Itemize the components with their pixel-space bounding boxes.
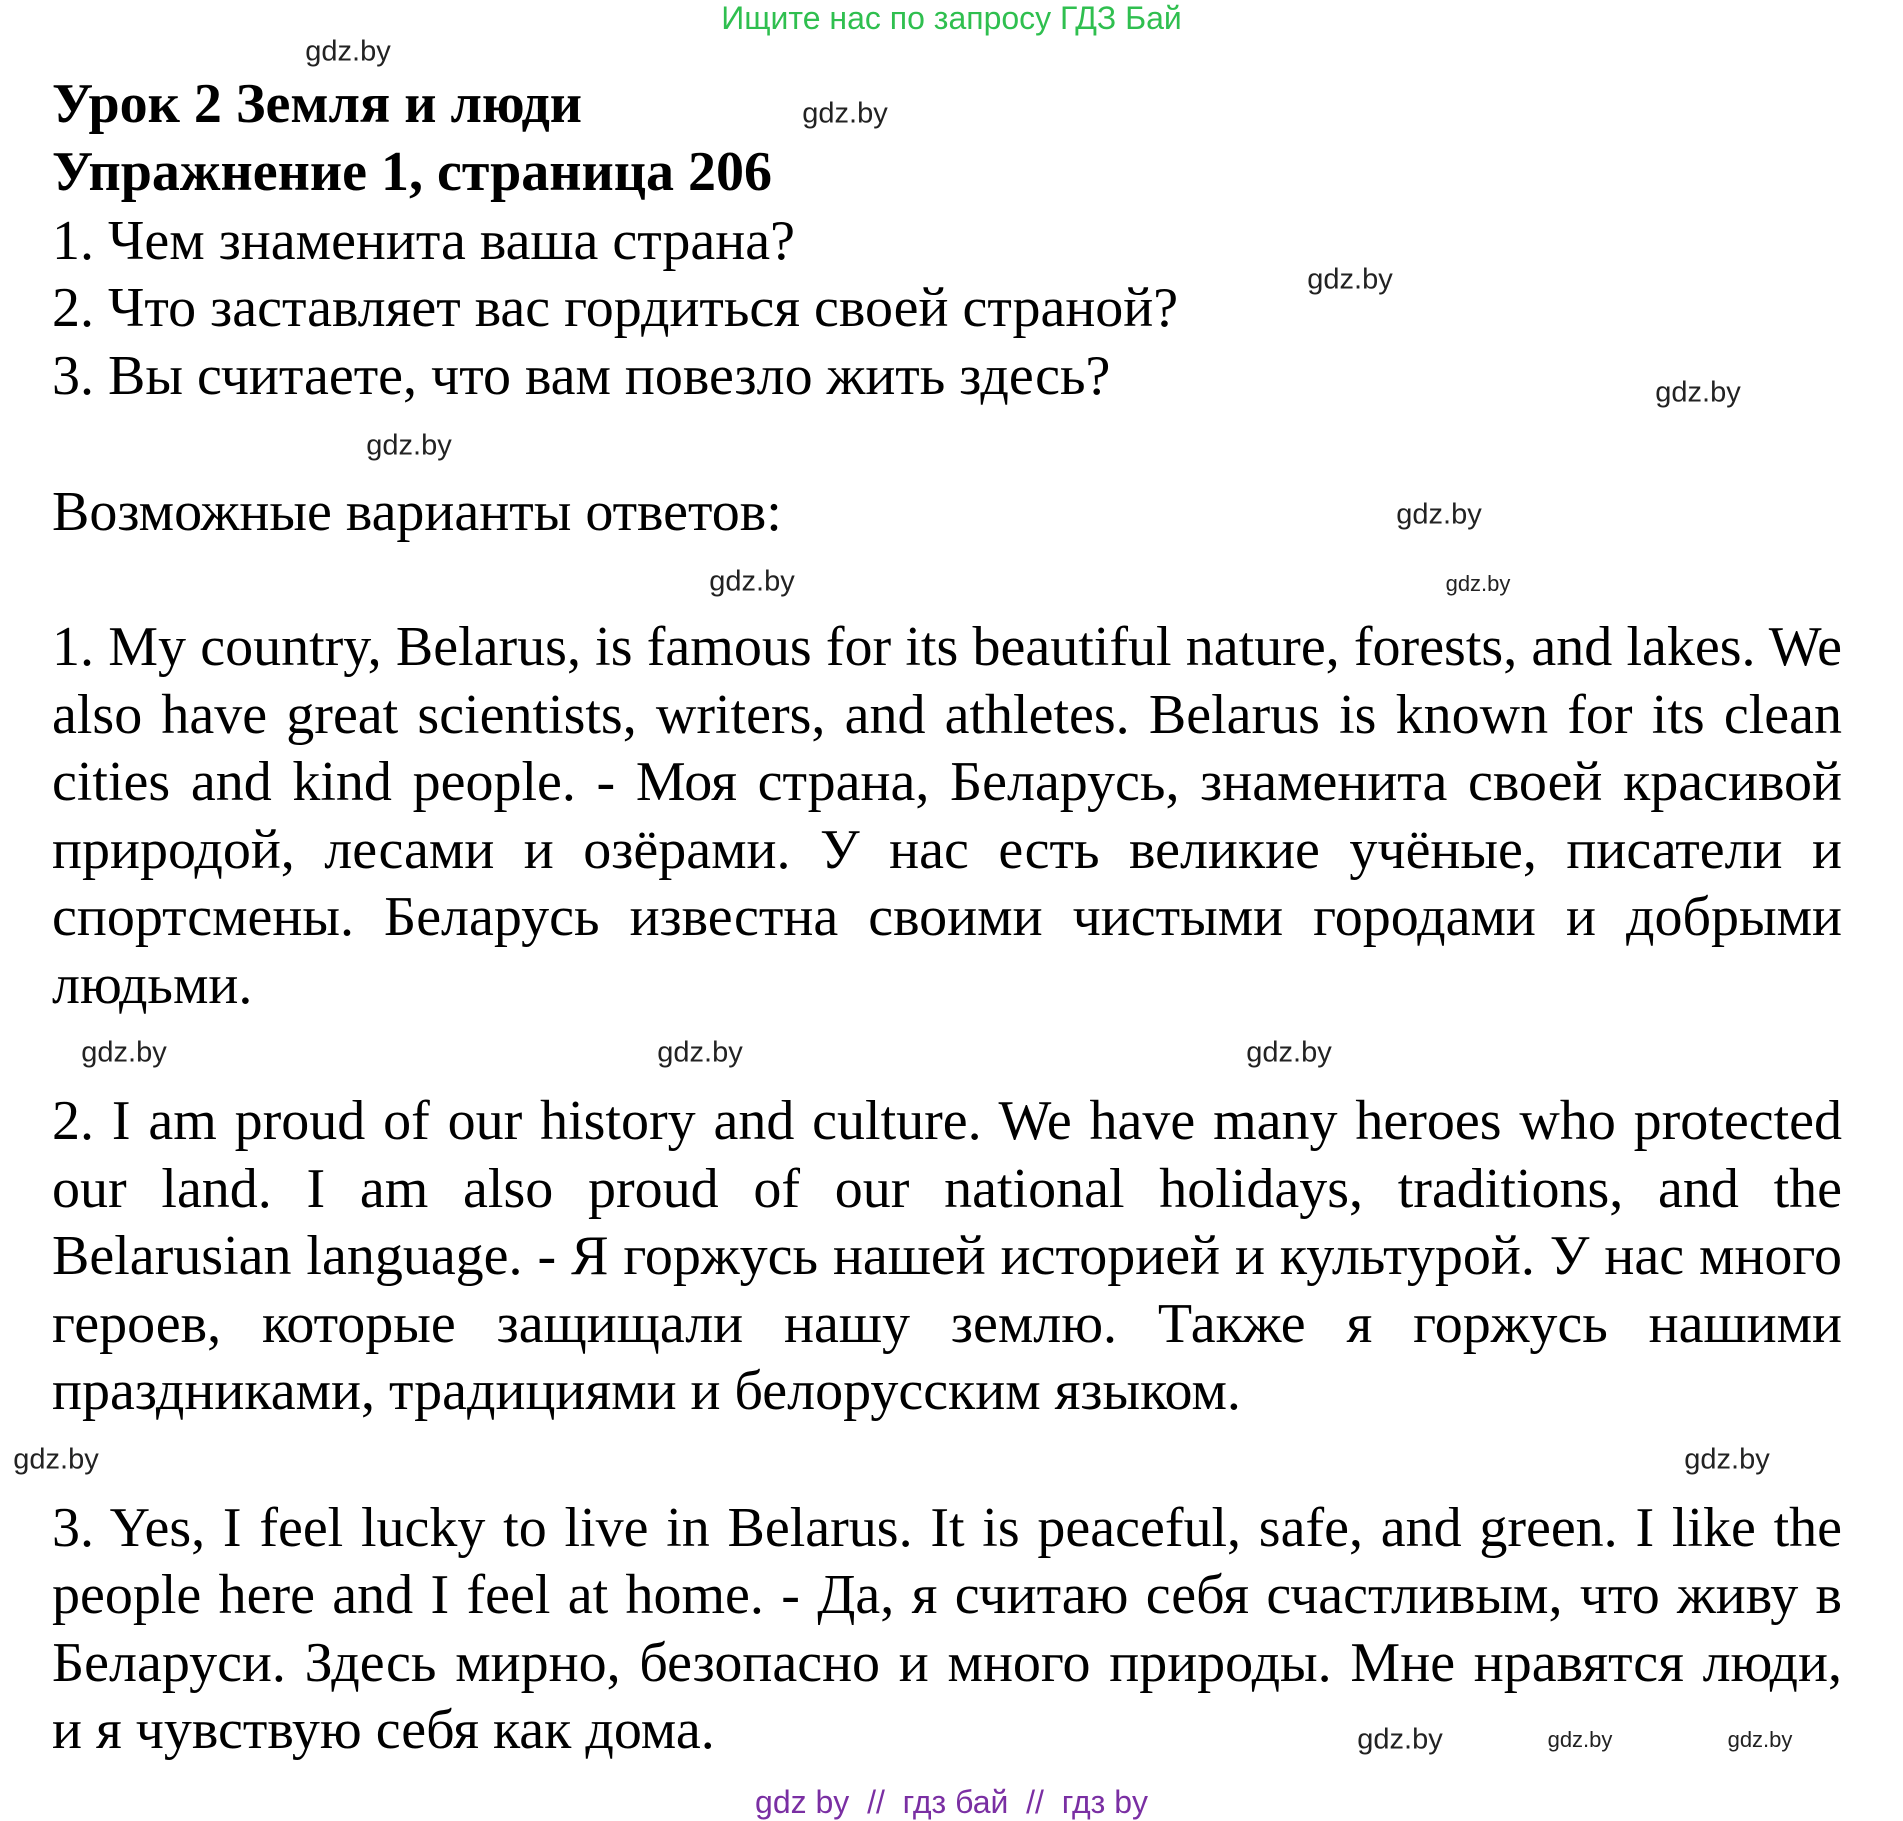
- watermark: gdz.by: [13, 1443, 99, 1476]
- search-hint-banner: Ищите нас по запросу ГДЗ Бай: [721, 0, 1182, 36]
- watermark: gdz.by: [1655, 376, 1741, 409]
- question-2: 2. Что заставляет вас гордиться своей страной?: [52, 277, 1179, 339]
- watermark: gdz.by: [1307, 263, 1393, 296]
- watermark: gdz.by: [81, 1036, 167, 1069]
- watermark: gdz.by: [709, 565, 795, 598]
- lesson-title: Урок 2 Земля и люди: [52, 73, 583, 135]
- question-1: 1. Чем знаменита ваша страна?: [52, 210, 795, 272]
- answer-2: 2. I am proud of our history and culture. We have many heroes who protected our land. I am also proud of our national holidays, traditions, and the Belarusian language. - Я горжусь нашей историей и культурой. У нас много героев, которые защищали нашу землю. Также я горжусь нашими праздниками, традициями и белорусским языком.: [52, 1090, 1842, 1422]
- watermark: gdz.by: [1445, 571, 1511, 596]
- watermark: gdz.by: [1547, 1727, 1613, 1752]
- footer-links: gdz by // гдз бай // гдз by: [755, 1784, 1148, 1820]
- watermark: gdz.by: [1357, 1723, 1443, 1756]
- watermark: gdz.by: [657, 1036, 743, 1069]
- watermark: gdz.by: [802, 97, 888, 130]
- watermark: gdz.by: [1246, 1036, 1332, 1069]
- exercise-title: Упражнение 1, страница 206: [52, 141, 773, 203]
- answers-list: [52, 614, 1842, 1765]
- watermark: gdz.by: [366, 429, 452, 462]
- question-3: 3. Вы считаете, что вам повезло жить здесь?: [52, 345, 1111, 407]
- answer-3: 3. Yes, I feel lucky to live in Belarus. It is peaceful, safe, and green. I like the people here and I feel at home. - Да, я считаю себя счастливым, что живу в Беларуси. Здесь мирно, безопасно и много природы. Мне нравятся люди, и я чувствую себя как дома.: [52, 1496, 1842, 1761]
- watermark: gdz.by: [1727, 1727, 1793, 1752]
- answers-heading: Возможные варианты ответов:: [52, 481, 782, 543]
- watermark: gdz.by: [1684, 1443, 1770, 1476]
- answer-1: 1. My country, Belarus, is famous for its beautiful nature, forests, and lakes. We also have great scientists, writers, and athletes. Belarus is known for its clean cities and kind people. - Моя страна, Беларусь, знаменита своей красивой природой, лесами и озёрами. У нас есть великие учёные, писатели и спортсмены. Беларусь известна своими чистыми городами и добрыми людьми.: [52, 616, 1842, 1016]
- watermark: gdz.by: [305, 35, 391, 68]
- watermark: gdz.by: [1396, 498, 1482, 531]
